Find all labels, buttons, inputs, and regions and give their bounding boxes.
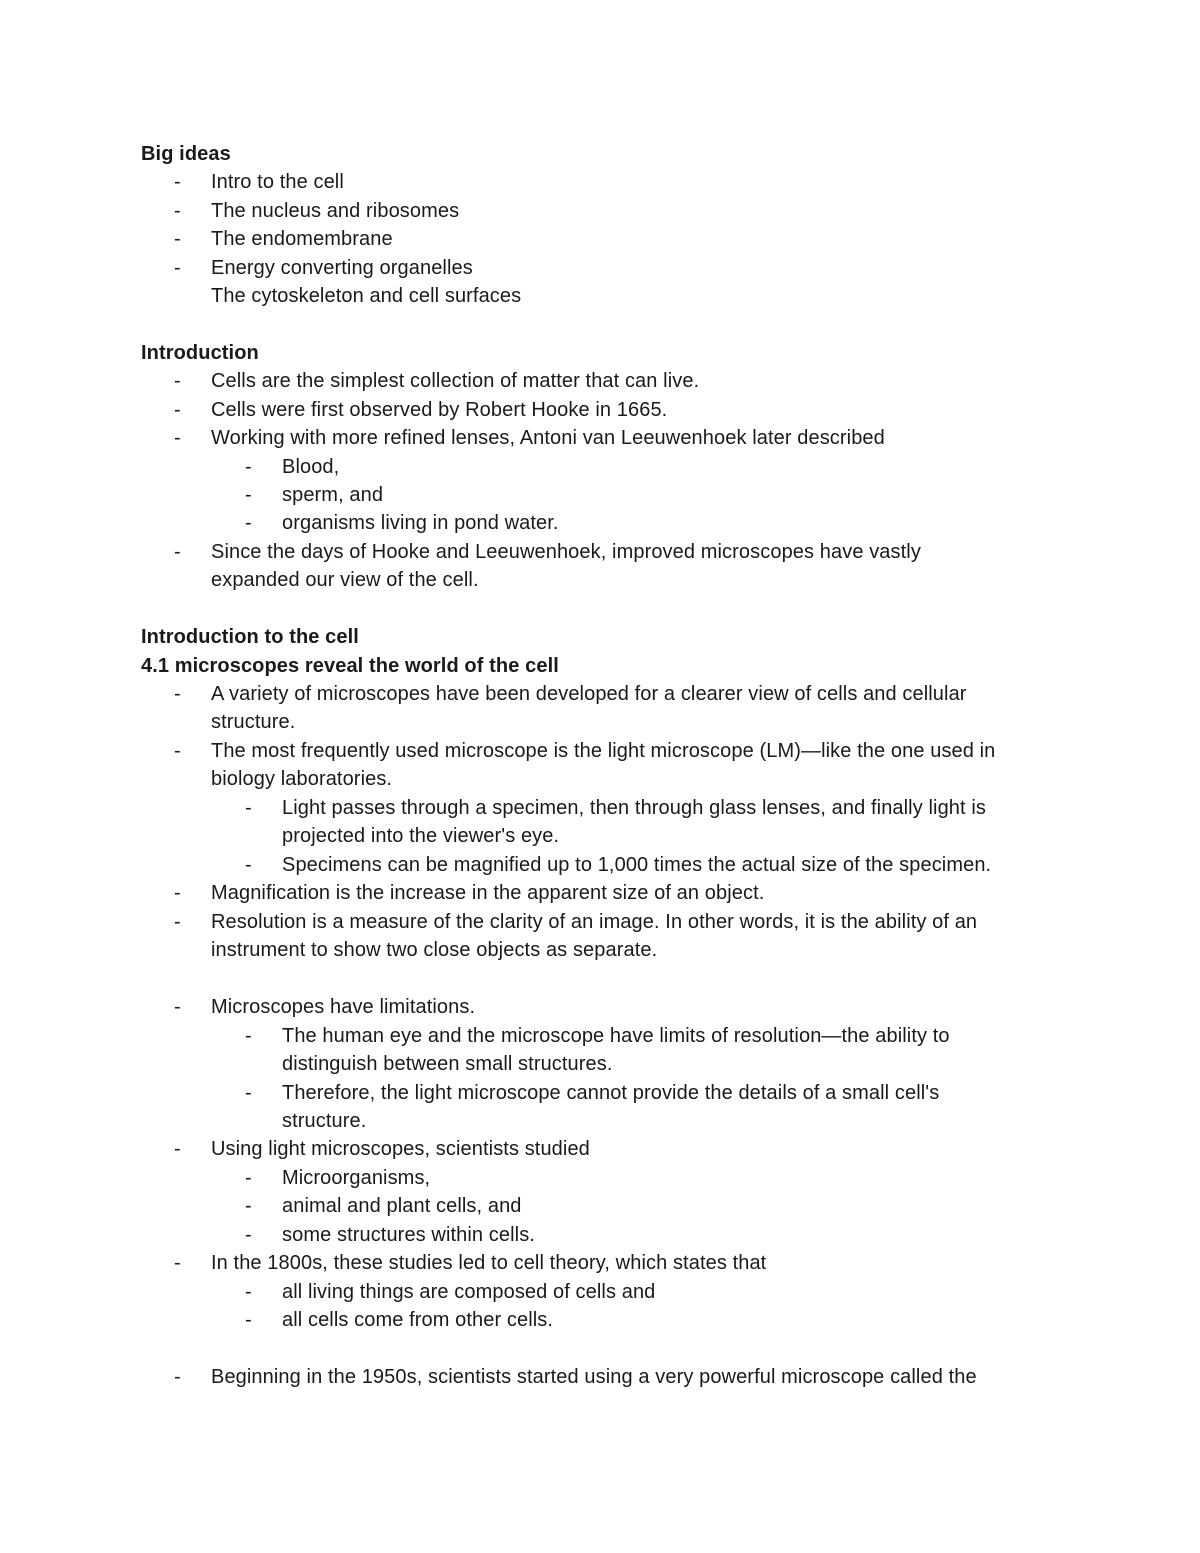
bullet-dash: - xyxy=(174,1138,181,1160)
bullet-dash: - xyxy=(174,427,181,449)
bullet-dash: - xyxy=(174,200,181,222)
bullet-dash: - xyxy=(245,1025,252,1047)
list-item: Since the days of Hooke and Leeuwenhoek, improved microscopes have vastly xyxy=(211,541,921,563)
heading-introduction: Introduction xyxy=(141,342,259,364)
list-item: instrument to show two close objects as separate. xyxy=(211,939,658,961)
list-item: Light passes through a specimen, then through glass lenses, and finally light is xyxy=(282,797,986,819)
bullet-dash: - xyxy=(174,171,181,193)
list-item: projected into the viewer's eye. xyxy=(282,825,560,847)
list-item: Magnification is the increase in the apparent size of an object. xyxy=(211,882,765,904)
list-item: biology laboratories. xyxy=(211,768,393,790)
bullet-dash: - xyxy=(174,370,181,392)
bullet-dash: - xyxy=(245,1224,252,1246)
bullet-dash: - xyxy=(245,1195,252,1217)
bullet-dash: - xyxy=(174,541,181,563)
bullet-dash: - xyxy=(174,228,181,250)
list-item: The most frequently used microscope is the light microscope (LM)—like the one used in xyxy=(211,740,996,762)
bullet-dash: - xyxy=(174,399,181,421)
list-item: Using light microscopes, scientists studied xyxy=(211,1138,590,1160)
bullet-dash: - xyxy=(245,797,252,819)
list-item: all cells come from other cells. xyxy=(282,1309,554,1331)
list-item: structure. xyxy=(211,711,296,733)
list-item: In the 1800s, these studies led to cell theory, which states that xyxy=(211,1252,767,1274)
bullet-dash: - xyxy=(245,1167,252,1189)
list-item: Intro to the cell xyxy=(211,171,344,193)
bullet-dash: - xyxy=(174,740,181,762)
list-item: animal and plant cells, and xyxy=(282,1195,522,1217)
list-item: Cells are the simplest collection of matter that can live. xyxy=(211,370,700,392)
list-item: Specimens can be magnified up to 1,000 times the actual size of the specimen. xyxy=(282,854,992,876)
bullet-dash: - xyxy=(174,1252,181,1274)
list-item: Therefore, the light microscope cannot provide the details of a small cell's xyxy=(282,1082,940,1104)
list-item: Blood, xyxy=(282,456,340,478)
bullet-dash: - xyxy=(174,882,181,904)
list-item: The nucleus and ribosomes xyxy=(211,200,460,222)
list-item: Energy converting organelles xyxy=(211,257,473,279)
bullet-dash: - xyxy=(174,911,181,933)
subheading-4-1: 4.1 microscopes reveal the world of the cell xyxy=(141,655,559,677)
list-item: distinguish between small structures. xyxy=(282,1053,613,1075)
bullet-dash: - xyxy=(245,456,252,478)
list-item: The human eye and the microscope have limits of resolution—the ability to xyxy=(282,1025,950,1047)
list-item: The cytoskeleton and cell surfaces xyxy=(211,285,522,307)
list-item: sperm, and xyxy=(282,484,384,506)
list-item: expanded our view of the cell. xyxy=(211,569,479,591)
bullet-dash: - xyxy=(245,1082,252,1104)
list-item: some structures within cells. xyxy=(282,1224,535,1246)
list-item: Working with more refined lenses, Antoni van Leeuwenhoek later described xyxy=(211,427,885,449)
list-item: organisms living in pond water. xyxy=(282,512,559,534)
bullet-dash: - xyxy=(245,484,252,506)
bullet-dash: - xyxy=(174,683,181,705)
bullet-dash: - xyxy=(174,257,181,279)
list-item: Cells were first observed by Robert Hooke in 1665. xyxy=(211,399,668,421)
list-item: A variety of microscopes have been developed for a clearer view of cells and cellular xyxy=(211,683,967,705)
bullet-dash: - xyxy=(174,1366,181,1388)
bullet-dash: - xyxy=(174,996,181,1018)
list-item: Beginning in the 1950s, scientists started using a very powerful microscope called the xyxy=(211,1366,977,1388)
bullet-dash: - xyxy=(245,512,252,534)
heading-introduction-to-the-cell: Introduction to the cell xyxy=(141,626,359,648)
list-item: structure. xyxy=(282,1110,367,1132)
list-item: Microscopes have limitations. xyxy=(211,996,476,1018)
bullet-dash: - xyxy=(245,854,252,876)
list-item: Resolution is a measure of the clarity of an image. In other words, it is the ability of an xyxy=(211,911,978,933)
list-item: Microorganisms, xyxy=(282,1167,431,1189)
heading-big-ideas: Big ideas xyxy=(141,143,231,165)
list-item: all living things are composed of cells and xyxy=(282,1281,656,1303)
bullet-dash: - xyxy=(245,1309,252,1331)
list-item: The endomembrane xyxy=(211,228,393,250)
bullet-dash: - xyxy=(245,1281,252,1303)
